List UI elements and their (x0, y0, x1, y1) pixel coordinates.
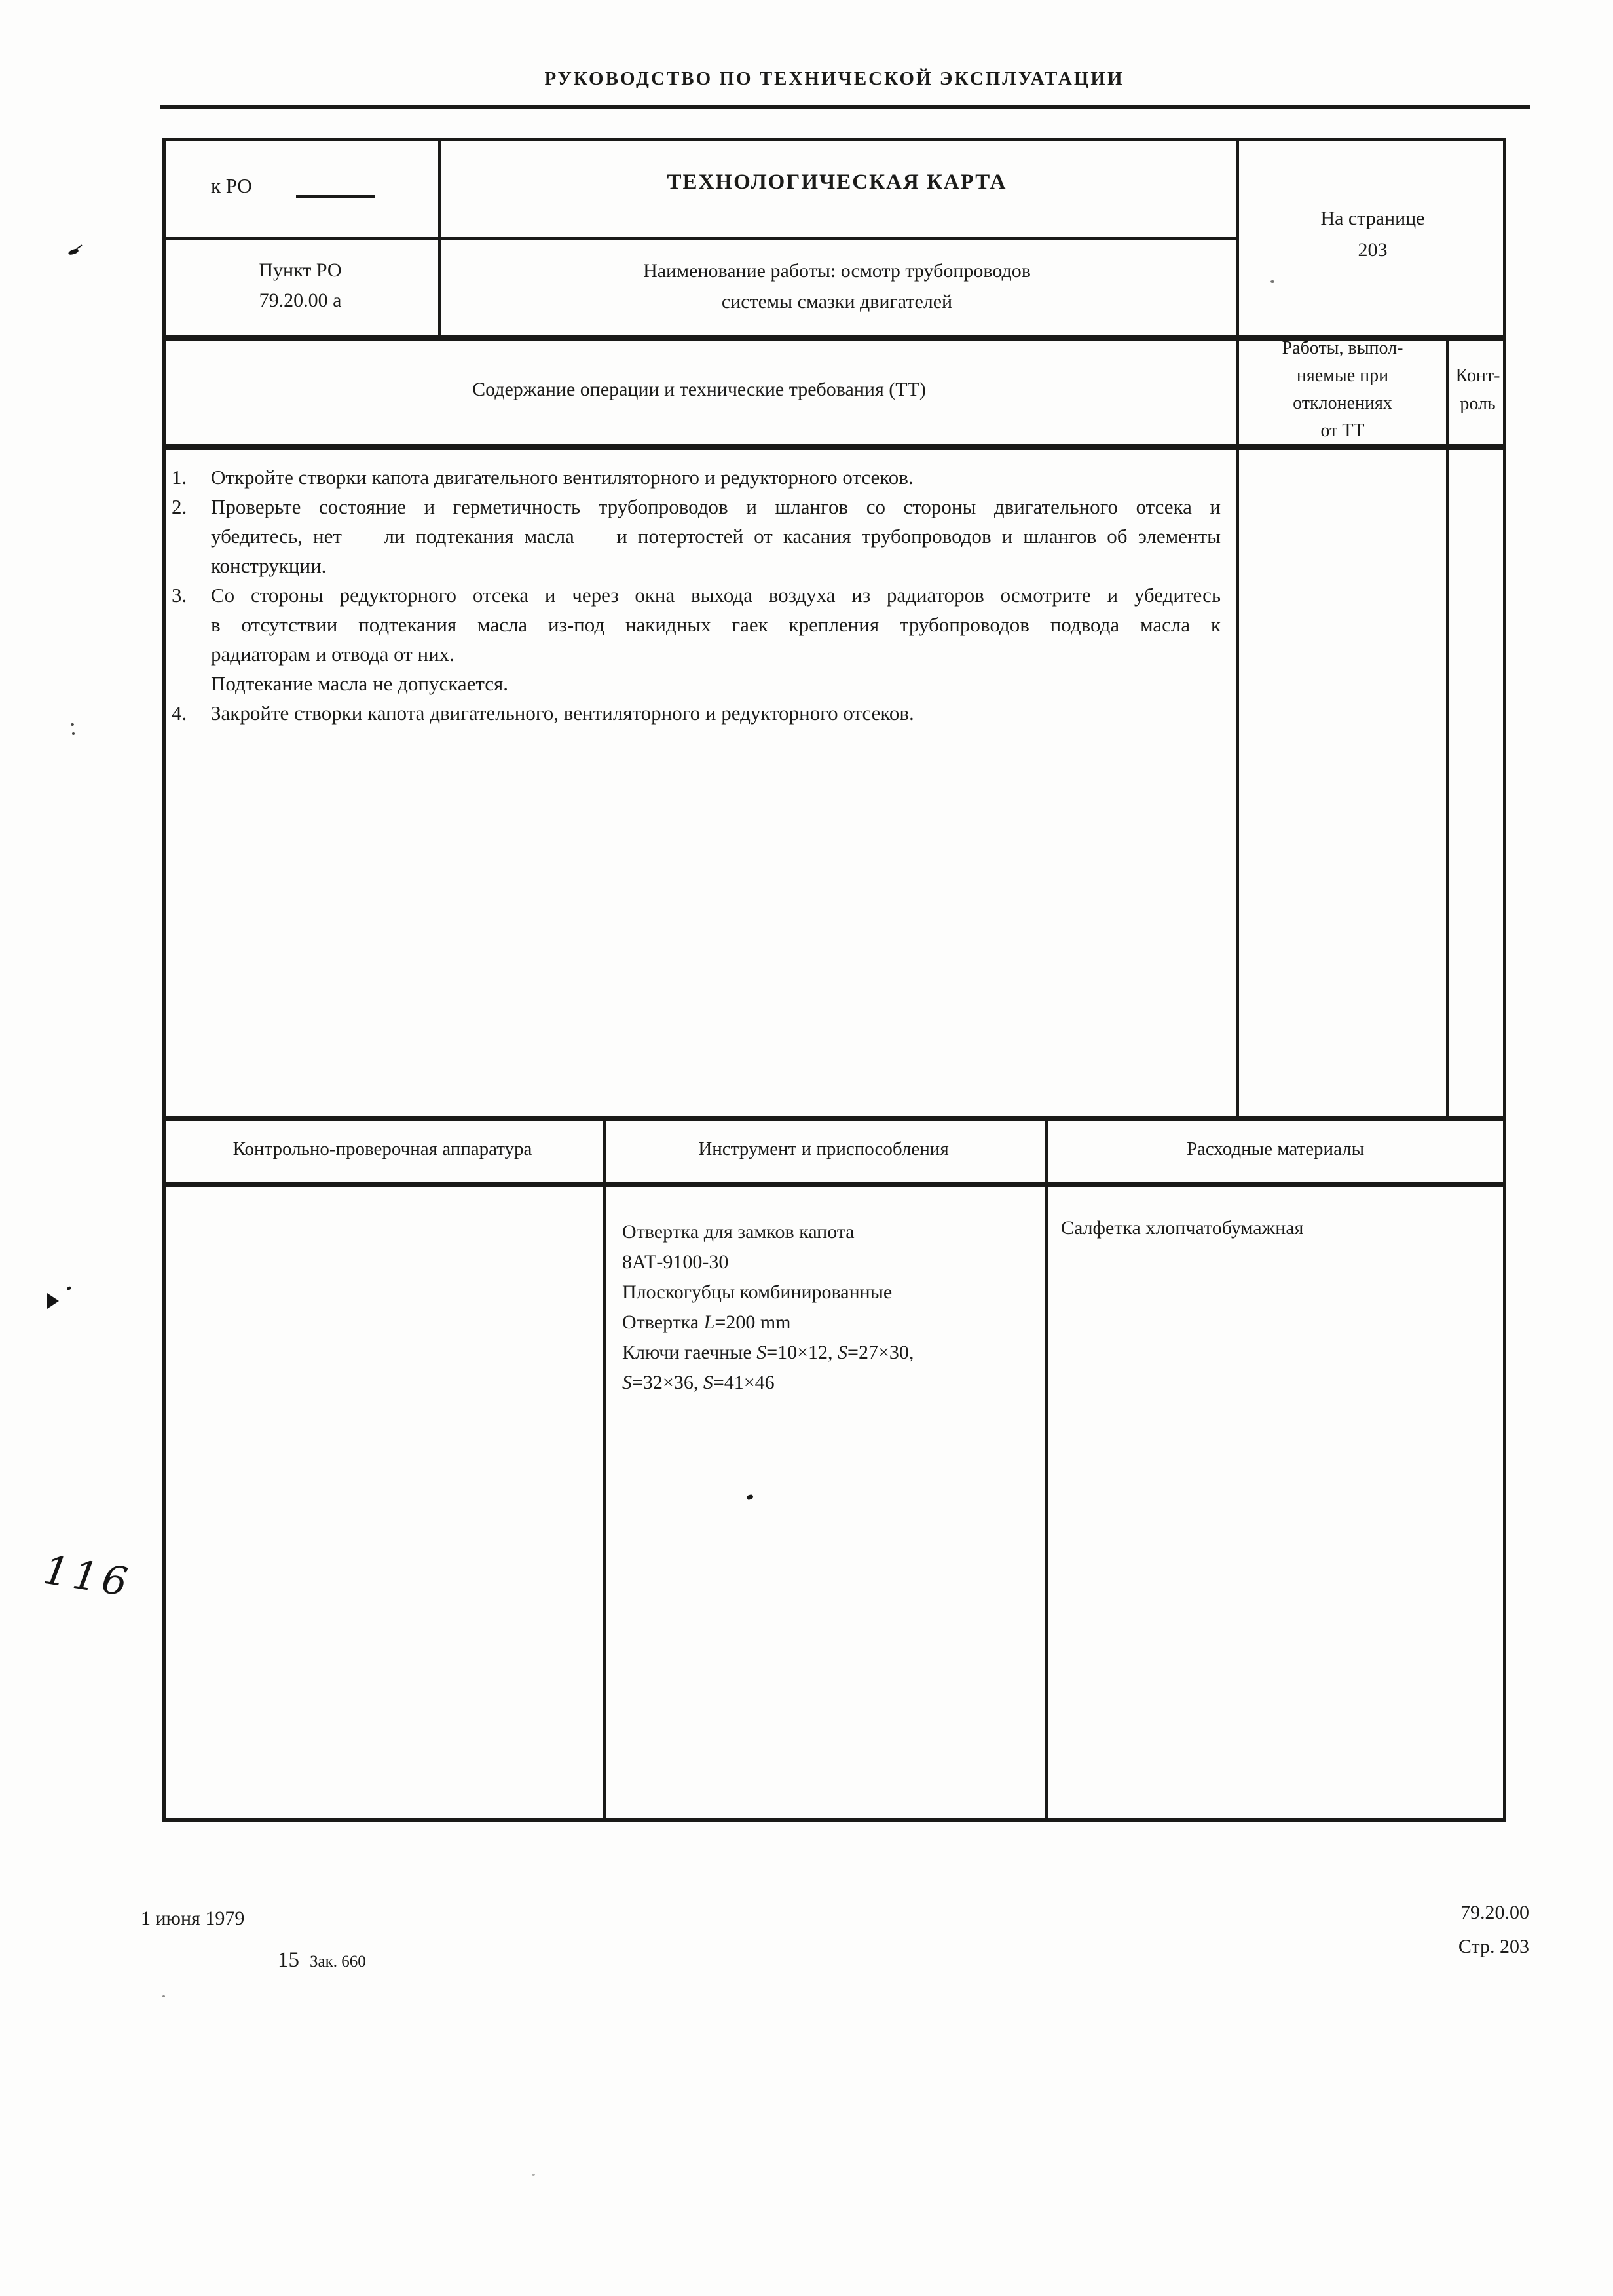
control-header-line: роль (1460, 394, 1496, 414)
operation-number (172, 639, 211, 669)
handwritten-page-number: 116 (40, 1547, 136, 1607)
page-title: РУКОВОДСТВО ПО ТЕХНИЧЕСКОЙ ЭКСПЛУАТАЦИИ (544, 68, 1124, 89)
operation-text: радиаторам и отвода от них. (211, 643, 454, 666)
operation-number: 3. (172, 584, 187, 607)
operation-text: конструкции. (211, 554, 327, 577)
row-divider-top (162, 237, 1239, 240)
footer-print-order: Зак. 660 (310, 1953, 366, 1970)
materials-header: Расходные материалы (1186, 1138, 1365, 1159)
footer-doc-ref (1336, 1896, 1536, 1964)
ro-blank-line (296, 195, 375, 198)
operations-content-header: Содержание операции и технические требования (ТТ) (472, 379, 926, 400)
ink-speck (532, 2174, 535, 2176)
tool-line: Плоскогубцы комбинированные (622, 1281, 893, 1303)
on-page-label: На странице (1320, 208, 1425, 229)
operation-number (172, 669, 211, 698)
operation-text: Откройте створки капота двигательного вентиляторного и редукторного отсеков. (211, 466, 914, 489)
operation-line (172, 492, 1221, 521)
operations-list (172, 462, 1221, 728)
ink-speck (72, 732, 75, 735)
operation-number (172, 551, 211, 580)
tools-header: Инструмент и приспособления (698, 1138, 949, 1159)
ink-speck (71, 723, 74, 726)
operation-line (172, 462, 1221, 492)
col-divider-lower-1 (603, 1116, 606, 1822)
deviations-header (1239, 335, 1446, 444)
operation-text: Со стороны редукторного отсека и через окна выхода воздуха из радиаторов осмотрите и убедитесь (211, 584, 1221, 607)
materials-item: Салфетка хлопчатобумажная (1061, 1217, 1304, 1239)
col-divider-control (1446, 335, 1449, 1116)
punkt-ro-value: 79.20.00 а (259, 290, 342, 311)
operation-text: Закройте створки капота двигательного, вентиляторного и редукторного отсеков. (211, 702, 914, 725)
footer-doc-number: 79.20.00 (1460, 1902, 1529, 1923)
tool-line: Ключи гаечные S=10×12, S=27×30, (622, 1342, 914, 1363)
deviations-header-line: отклонениях (1293, 393, 1392, 413)
operation-line (172, 698, 1221, 728)
operation-line (172, 610, 1221, 639)
operation-text: Подтекание масла не допускается. (211, 672, 509, 695)
ink-blob (76, 244, 82, 249)
on-page-number: 203 (1358, 239, 1388, 261)
footer-print-number: 15 (278, 1948, 299, 1972)
margin-arrow-mark (47, 1293, 59, 1309)
header-rule (160, 105, 1530, 109)
operation-text: в отсутствии подтекания масла из-под накидных гаек крепления трубопроводов подвода масла к (211, 613, 1221, 636)
operation-line (172, 639, 1221, 669)
operation-line (172, 669, 1221, 698)
tool-line: Отвертка для замков капота (622, 1221, 855, 1243)
ro-reference-label: к РО (211, 174, 252, 197)
work-name-cell (438, 255, 1236, 317)
operation-line (172, 580, 1221, 610)
deviations-header-line: няемые при (1296, 366, 1389, 386)
control-equipment-header: Контрольно-проверочная аппаратура (232, 1138, 532, 1159)
card-title: ТЕХНОЛОГИЧЕСКАЯ КАРТА (667, 170, 1007, 194)
operation-line (172, 551, 1221, 580)
operation-number: 2. (172, 495, 187, 518)
operation-number (172, 610, 211, 639)
tool-line: S=32×36, S=41×46 (622, 1372, 775, 1393)
ink-blob (67, 248, 79, 256)
tool-line: Отвертка L=200 mm (622, 1311, 791, 1333)
on-page-cell (1239, 203, 1506, 266)
punkt-ro-label: Пункт РО (259, 259, 342, 281)
operation-text: убедитесь, нет ли подтекания масла и потертостей от касания трубопроводов и шлангов об элементы (211, 525, 1221, 548)
col-divider-right-1 (1236, 138, 1239, 1116)
ink-tick-mark (68, 245, 83, 255)
operation-text: Проверьте состояние и герметичность трубопроводов и шлангов со стороны двигательного отсека и (211, 495, 1221, 518)
deviations-header-line: от ТТ (1320, 421, 1365, 441)
footer-print-info (278, 1948, 366, 1972)
control-header (1449, 335, 1506, 444)
ink-speck (66, 1286, 72, 1291)
operation-number: 1. (172, 466, 187, 489)
footer-date: 1 июня 1979 (141, 1908, 245, 1929)
ink-speck (162, 1995, 165, 1997)
col-divider-lower-2 (1045, 1116, 1048, 1822)
control-header-line: Конт- (1455, 366, 1500, 386)
section-divider-4 (162, 1182, 1506, 1187)
work-name-line2: системы смазки двигателей (721, 291, 953, 312)
operation-number (172, 521, 211, 551)
operation-number: 4. (172, 702, 187, 725)
tool-line: 8АТ-9100-30 (622, 1251, 729, 1273)
footer-page-label: Стр. 203 (1458, 1936, 1529, 1957)
deviations-header-line: Работы, выпол- (1282, 338, 1403, 358)
operation-line (172, 521, 1221, 551)
section-divider-2 (162, 444, 1506, 450)
work-name-line1: Наименование работы: осмотр трубопроводов (643, 260, 1031, 282)
punkt-ro-cell (162, 255, 438, 316)
tools-list (622, 1217, 1038, 1398)
ink-speck (1270, 280, 1274, 283)
